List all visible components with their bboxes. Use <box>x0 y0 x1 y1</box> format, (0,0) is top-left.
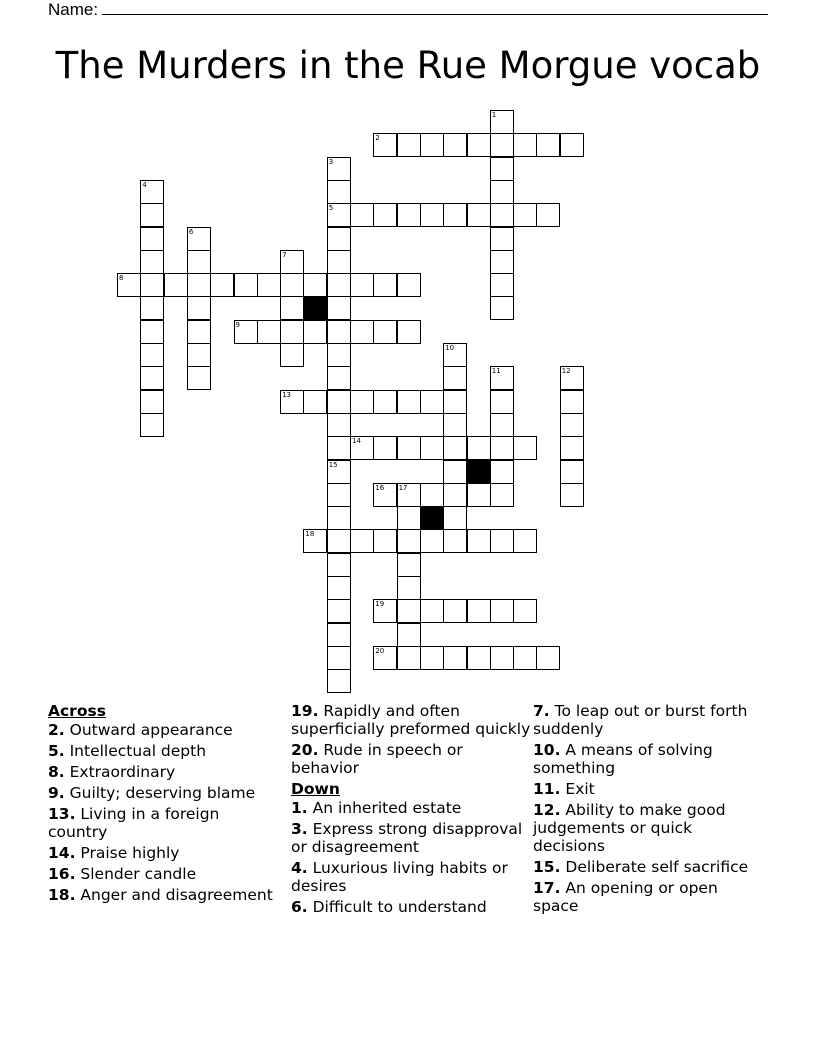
clue-number: 14. <box>48 844 76 862</box>
grid-cell[interactable] <box>443 413 467 437</box>
cell-number: 18 <box>305 530 315 539</box>
grid-cell[interactable] <box>280 296 304 320</box>
grid-cell[interactable] <box>327 227 351 251</box>
grid-cell[interactable] <box>443 506 467 530</box>
grid-cell[interactable] <box>490 390 514 414</box>
grid-cell[interactable] <box>490 203 514 227</box>
grid-cell[interactable] <box>490 273 514 297</box>
grid-cell[interactable] <box>397 483 421 507</box>
grid-cell[interactable] <box>303 390 327 414</box>
grid-cell[interactable] <box>373 436 397 460</box>
grid-cell[interactable] <box>490 599 514 623</box>
clue-text: A means of solving something <box>533 741 713 777</box>
grid-cell[interactable] <box>327 646 351 670</box>
page-title: The Murders in the Rue Morgue vocab <box>55 44 761 87</box>
grid-cell[interactable] <box>140 227 164 251</box>
clue-number: 8. <box>48 763 65 781</box>
down-clue <box>533 879 763 915</box>
clue-text: Deliberate self sacrifice <box>560 858 749 876</box>
across-clue <box>291 702 531 738</box>
grid-cell[interactable] <box>490 180 514 204</box>
black-cell <box>420 506 444 530</box>
grid-cell[interactable] <box>513 436 537 460</box>
cell-number: 2 <box>375 134 380 143</box>
clue-number: 11. <box>533 780 561 798</box>
grid-cell[interactable] <box>350 320 374 344</box>
cell-number: 4 <box>142 180 147 189</box>
grid-cell[interactable] <box>443 390 467 414</box>
grid-cell[interactable] <box>443 436 467 460</box>
cell-number: 1 <box>491 111 497 119</box>
grid-cell[interactable] <box>327 599 351 623</box>
clue-number: 15. <box>533 858 561 876</box>
cell-number: 19 <box>375 600 385 609</box>
name-line <box>48 0 768 20</box>
grid-cell[interactable] <box>467 646 491 670</box>
across-clue <box>48 865 278 883</box>
grid-cell[interactable] <box>560 366 584 390</box>
cell-number: 5 <box>328 204 334 213</box>
grid-cell[interactable] <box>397 623 421 647</box>
cell-number: 20 <box>375 646 385 655</box>
grid-cell[interactable] <box>327 296 351 320</box>
clue-number: 7. <box>533 702 550 720</box>
clue-number: 13. <box>48 805 76 823</box>
grid-cell[interactable] <box>467 133 491 157</box>
grid-cell[interactable] <box>327 553 351 577</box>
clue-text: Difficult to understand <box>307 898 487 916</box>
clue-number: 18. <box>48 886 76 904</box>
grid-cell[interactable] <box>513 133 537 157</box>
down-clue <box>533 858 763 876</box>
clue-text: An opening or open space <box>533 879 718 915</box>
grid-cell[interactable] <box>373 646 397 670</box>
grid-cell[interactable] <box>443 483 467 507</box>
grid-cell[interactable] <box>280 250 304 274</box>
grid-cell[interactable] <box>327 273 351 297</box>
grid-cell[interactable] <box>443 460 467 484</box>
cell-number: 9 <box>235 320 240 329</box>
grid-cell[interactable] <box>187 320 211 344</box>
grid-cell[interactable] <box>327 320 351 344</box>
cell-number: 3 <box>328 157 334 166</box>
grid-cell[interactable] <box>140 250 164 274</box>
grid-cell[interactable] <box>327 529 351 553</box>
clue-number: 9. <box>48 784 65 802</box>
down-clue <box>291 859 531 895</box>
grid-cell[interactable] <box>140 343 164 367</box>
grid-cell[interactable] <box>234 320 258 344</box>
grid-cell[interactable] <box>443 646 467 670</box>
grid-cell[interactable] <box>327 576 351 600</box>
grid-cell[interactable] <box>327 180 351 204</box>
grid-cell[interactable] <box>303 320 327 344</box>
grid-cell[interactable] <box>467 436 491 460</box>
clue-text: Outward appearance <box>64 721 233 739</box>
clue-text: Living in a foreign country <box>48 805 220 841</box>
grid-cell[interactable] <box>327 390 351 414</box>
grid-cell[interactable] <box>536 646 560 670</box>
grid-cell[interactable] <box>327 413 351 437</box>
grid-cell[interactable] <box>140 320 164 344</box>
grid-cell[interactable] <box>397 273 421 297</box>
grid-cell[interactable] <box>560 413 584 437</box>
grid-cell[interactable] <box>327 366 351 390</box>
grid-cell[interactable] <box>140 390 164 414</box>
cell-number: 7 <box>282 250 287 259</box>
grid-cell[interactable] <box>443 599 467 623</box>
grid-cell[interactable] <box>234 273 258 297</box>
grid-cell[interactable] <box>397 529 421 553</box>
clue-text: Anger and disagreement <box>75 886 273 904</box>
cell-number: 17 <box>398 483 408 492</box>
cell-number: 10 <box>445 344 455 352</box>
down-clue <box>291 799 531 817</box>
grid-cell[interactable] <box>536 133 560 157</box>
grid-cell[interactable] <box>327 250 351 274</box>
grid-cell[interactable] <box>140 413 164 437</box>
down-clue <box>291 820 531 856</box>
clue-text: Ability to make good judgements or quick decisions <box>533 801 726 855</box>
grid-cell[interactable] <box>187 273 211 297</box>
grid-cell[interactable] <box>327 343 351 367</box>
grid-cell[interactable] <box>443 133 467 157</box>
grid-cell[interactable] <box>490 460 514 484</box>
clue-text: To leap out or burst forth suddenly <box>533 702 748 738</box>
grid-cell[interactable] <box>513 599 537 623</box>
grid-cell[interactable] <box>420 599 444 623</box>
grid-cell[interactable] <box>280 390 304 414</box>
across-clue <box>48 742 278 760</box>
grid-cell[interactable] <box>140 180 164 204</box>
grid-cell[interactable] <box>350 203 374 227</box>
down-clue <box>533 801 763 855</box>
cell-number: 11 <box>491 367 501 376</box>
grid-cell[interactable] <box>490 436 514 460</box>
grid-cell[interactable] <box>513 529 537 553</box>
clue-number: 4. <box>291 859 308 877</box>
grid-cell[interactable] <box>350 436 374 460</box>
grid-cell[interactable] <box>397 320 421 344</box>
clue-number: 5. <box>48 742 65 760</box>
across-clue <box>48 784 278 802</box>
cell-number: 6 <box>188 227 194 236</box>
grid-cell[interactable] <box>443 203 467 227</box>
grid-cell[interactable] <box>443 366 467 390</box>
grid-cell[interactable] <box>490 250 514 274</box>
name-blank[interactable] <box>102 0 768 15</box>
grid-cell[interactable] <box>187 296 211 320</box>
grid-cell[interactable] <box>420 529 444 553</box>
clue-number: 19. <box>291 702 319 720</box>
grid-cell[interactable] <box>420 203 444 227</box>
down-clue <box>291 898 531 916</box>
clue-number: 12. <box>533 801 561 819</box>
across-clue <box>291 741 531 777</box>
grid-cell[interactable] <box>187 366 211 390</box>
grid-cell[interactable] <box>327 203 351 227</box>
grid-cell[interactable] <box>257 320 281 344</box>
clue-text: Exit <box>560 780 595 798</box>
grid-cell[interactable] <box>117 273 141 297</box>
grid-cell[interactable] <box>350 390 374 414</box>
grid-cell[interactable] <box>164 273 188 297</box>
clue-text: Intellectual depth <box>64 742 207 760</box>
clue-number: 17. <box>533 879 561 897</box>
grid-cell[interactable] <box>560 460 584 484</box>
grid-cell[interactable] <box>420 483 444 507</box>
black-cell <box>467 460 491 484</box>
grid-cell[interactable] <box>420 133 444 157</box>
across-clue <box>48 886 278 904</box>
across-heading: Across <box>48 702 106 720</box>
grid-cell[interactable] <box>327 157 351 181</box>
grid-cell[interactable] <box>187 227 211 251</box>
clue-text: Luxurious living habits or desires <box>291 859 508 895</box>
grid-cell[interactable] <box>187 250 211 274</box>
grid-cell[interactable] <box>373 320 397 344</box>
across-clue <box>48 844 278 862</box>
grid-cell[interactable] <box>397 599 421 623</box>
clue-text: An inherited estate <box>307 799 462 817</box>
clues-column-3 <box>533 702 763 918</box>
clue-text: Guilty; deserving blame <box>64 784 256 802</box>
down-heading: Down <box>291 780 340 798</box>
grid-cell[interactable] <box>536 203 560 227</box>
grid-cell[interactable] <box>280 320 304 344</box>
grid-cell[interactable] <box>397 133 421 157</box>
grid-cell[interactable] <box>397 576 421 600</box>
cell-number: 12 <box>561 367 571 376</box>
grid-cell[interactable] <box>397 390 421 414</box>
grid-cell[interactable] <box>490 133 514 157</box>
grid-cell[interactable] <box>373 133 397 157</box>
grid-cell[interactable] <box>490 646 514 670</box>
clues-column-2 <box>291 702 531 919</box>
clues-column-1 <box>48 702 278 907</box>
grid-cell[interactable] <box>327 436 351 460</box>
cell-number: 15 <box>328 460 338 469</box>
grid-cell[interactable] <box>490 483 514 507</box>
grid-cell[interactable] <box>490 296 514 320</box>
black-cell <box>303 296 327 320</box>
grid-cell[interactable] <box>280 273 304 297</box>
grid-cell[interactable] <box>140 203 164 227</box>
grid-cell[interactable] <box>350 529 374 553</box>
grid-cell[interactable] <box>350 273 374 297</box>
grid-cell[interactable] <box>443 529 467 553</box>
down-clue <box>533 741 763 777</box>
grid-cell[interactable] <box>490 413 514 437</box>
clue-text: Express strong disapproval or disagreement <box>291 820 523 856</box>
grid-cell[interactable] <box>513 203 537 227</box>
grid-cell[interactable] <box>373 529 397 553</box>
clue-number: 20. <box>291 741 319 759</box>
grid-cell[interactable] <box>327 669 351 693</box>
grid-cell[interactable] <box>420 390 444 414</box>
grid-cell[interactable] <box>560 390 584 414</box>
grid-cell[interactable] <box>303 273 327 297</box>
grid-cell[interactable] <box>257 273 281 297</box>
grid-cell[interactable] <box>327 506 351 530</box>
clue-text: Rude in speech or behavior <box>291 741 463 777</box>
across-clue <box>48 721 278 739</box>
grid-cell[interactable] <box>397 506 421 530</box>
grid-cell[interactable] <box>373 483 397 507</box>
grid-cell[interactable] <box>397 436 421 460</box>
grid-cell[interactable] <box>397 203 421 227</box>
grid-cell[interactable] <box>490 157 514 181</box>
grid-cell[interactable] <box>327 483 351 507</box>
grid-cell[interactable] <box>373 390 397 414</box>
grid-cell[interactable] <box>210 273 234 297</box>
grid-cell[interactable] <box>187 343 211 367</box>
grid-cell[interactable] <box>443 343 467 367</box>
across-clue <box>48 805 278 841</box>
clue-number: 1. <box>291 799 308 817</box>
grid-cell[interactable] <box>490 366 514 390</box>
across-clue <box>48 763 278 781</box>
grid-cell[interactable] <box>397 553 421 577</box>
clue-text: Rapidly and often superficially preformed quickly <box>291 702 531 738</box>
down-clue <box>533 702 763 738</box>
grid-cell[interactable] <box>467 599 491 623</box>
clue-number: 3. <box>291 820 308 838</box>
grid-cell[interactable] <box>513 646 537 670</box>
grid-cell[interactable] <box>397 646 421 670</box>
cell-number: 16 <box>375 483 385 492</box>
clue-number: 2. <box>48 721 65 739</box>
clue-number: 6. <box>291 898 308 916</box>
grid-cell[interactable] <box>560 133 584 157</box>
grid-cell[interactable] <box>560 436 584 460</box>
cell-number: 13 <box>282 390 292 399</box>
grid-cell[interactable] <box>490 529 514 553</box>
clue-text: Praise highly <box>75 844 180 862</box>
grid-cell[interactable] <box>140 366 164 390</box>
grid-cell[interactable] <box>560 483 584 507</box>
cell-number: 14 <box>352 437 361 446</box>
grid-cell[interactable] <box>420 436 444 460</box>
grid-cell[interactable] <box>467 529 491 553</box>
grid-cell[interactable] <box>327 623 351 647</box>
grid-cell[interactable] <box>373 273 397 297</box>
grid-cell[interactable] <box>373 599 397 623</box>
grid-cell[interactable] <box>140 273 164 297</box>
clue-number: 16. <box>48 865 76 883</box>
grid-cell[interactable] <box>490 227 514 251</box>
name-label: Name: <box>48 0 99 19</box>
grid-cell[interactable] <box>303 529 327 553</box>
grid-cell[interactable] <box>327 460 351 484</box>
grid-cell[interactable] <box>280 343 304 367</box>
grid-cell[interactable] <box>373 203 397 227</box>
clue-number: 10. <box>533 741 561 759</box>
grid-cell[interactable] <box>467 203 491 227</box>
grid-cell[interactable] <box>420 646 444 670</box>
grid-cell[interactable] <box>467 483 491 507</box>
grid-cell[interactable] <box>140 296 164 320</box>
clue-text: Slender candle <box>75 865 197 883</box>
clue-text: Extraordinary <box>64 763 176 781</box>
grid-cell[interactable] <box>490 110 514 134</box>
cell-number: 8 <box>119 274 124 283</box>
down-clue <box>533 780 763 798</box>
